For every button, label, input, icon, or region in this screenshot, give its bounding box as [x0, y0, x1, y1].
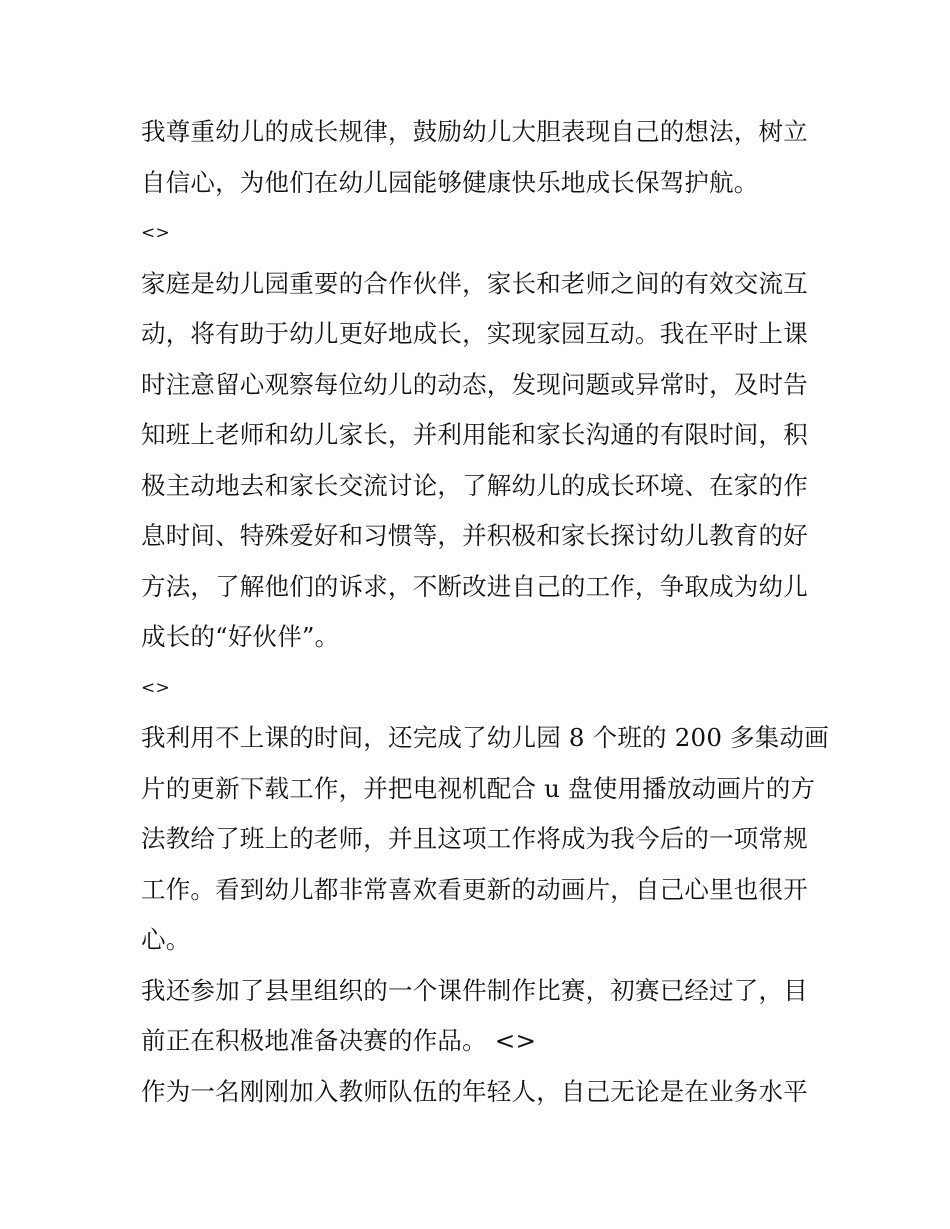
text-line: 自信心，为他们在幼儿园能够健康快乐地成长保驾护航。 — [141, 167, 759, 197]
text-line: 法教给了班上的老师，并且这项工作将成为我今后的一项常规 — [141, 824, 808, 853]
text-line: 动，将有助于幼儿更好地成长，实现家园互动。我在平时上课 — [141, 319, 808, 348]
text-line: 家庭是幼儿园重要的合作伙伴，家长和老师之间的有效交流互 — [141, 268, 808, 298]
text-line: 工作。看到幼儿都非常喜欢看更新的动画片，自己心里也很开 — [141, 874, 808, 904]
text-line: 我尊重幼儿的成长规律，鼓励幼儿大胆表现自己的想法，树立 — [141, 117, 808, 146]
text-line: 我利用不上课的时间，还完成了幼儿园 8 个班的 200 多集动画 — [141, 723, 829, 752]
text-line: 成长的“好伙伴”。 — [141, 622, 340, 651]
text-line: 作为一名刚刚加入教师队伍的年轻人，自己无论是在业务水平 — [141, 1076, 808, 1106]
text-line: 我还参加了县里组织的一个课件制作比赛，初赛已经过了，目 — [141, 975, 808, 1005]
separator-marker: <> — [141, 223, 170, 243]
text-line: 知班上老师和幼儿家长，并利用能和家长沟通的有限时间，积 — [141, 420, 808, 449]
text-line: 片的更新下载工作，并把电视机配合 u 盘使用播放动画片的方 — [141, 773, 816, 803]
text-line: 前正在积极地准备决赛的作品。 <> — [141, 1026, 537, 1055]
text-line: 时注意留心观察每位幼儿的动态，发现问题或异常时，及时告 — [141, 369, 808, 399]
document-body — [141, 107, 829, 1117]
separator-marker: <> — [141, 677, 170, 698]
text-line: 心。 — [141, 925, 191, 954]
text-line: 方法，了解他们的诉求，不断改进自己的工作，争取成为幼儿 — [141, 571, 808, 601]
text-line: 息时间、特殊爱好和习惯等，并积极和家长探讨幼儿教育的好 — [141, 521, 808, 550]
text-line: 极主动地去和家长交流讨论，了解幼儿的成长环境、在家的作 — [141, 470, 808, 500]
